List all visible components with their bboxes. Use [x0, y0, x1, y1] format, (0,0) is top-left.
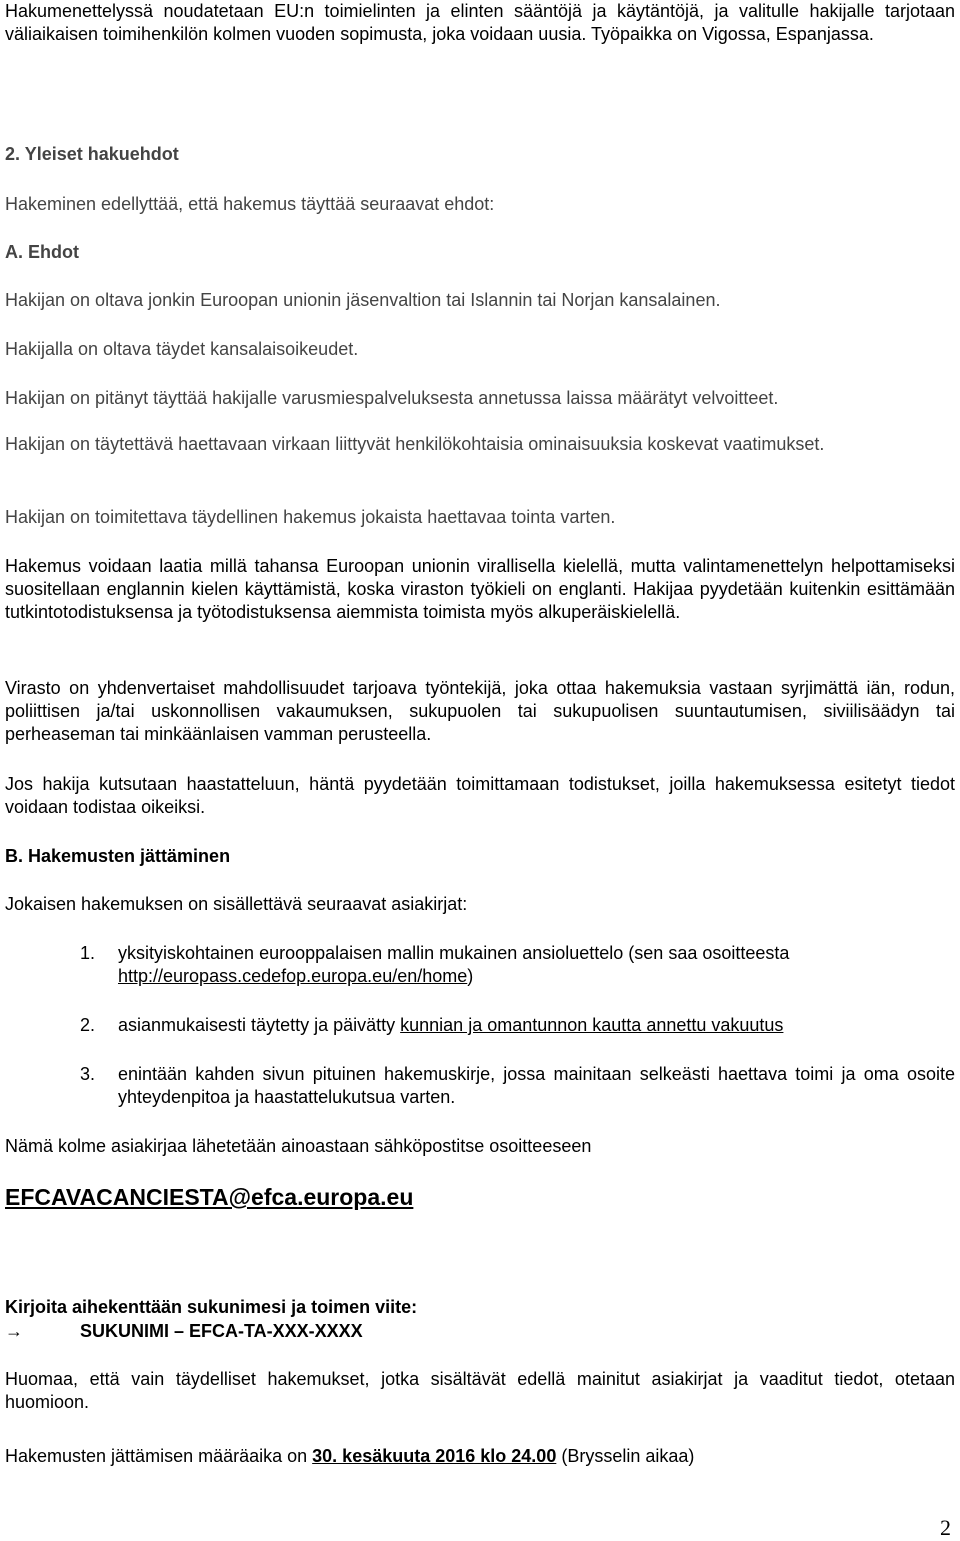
deadline-date: 30. kesäkuuta 2016 klo 24.00 — [312, 1446, 557, 1466]
list-text: enintään kahden sivun pituinen hakemuskirje, jossa mainitaan selkeästi haettava toimi ja oma osoite yhteydenpitoa ja haastattelukutsua varten. — [118, 1064, 955, 1107]
subject-value: SUKUNIMI – EFCA-TA-XXX-XXXX — [80, 1321, 363, 1341]
section-2-lead: Hakeminen edellyttää, että hakemus täyttää seuraavat ehdot: — [5, 194, 495, 214]
condition-item: Hakijan on oltava jonkin Euroopan unionin jäsenvaltion tai Islannin tai Norjan kansalainen. — [5, 290, 721, 310]
list-text: yksityiskohtainen eurooppalaisen mallin mukainen ansioluettelo (sen saa osoitteesta http://europass.cedefop.europa.eu/en/home) — [118, 943, 790, 986]
subsection-a-heading: A. Ehdot — [5, 242, 79, 262]
list-number: 1. — [80, 943, 96, 963]
list-number: 2. — [80, 1015, 96, 1035]
europass-link[interactable]: http://europass.cedefop.europa.eu/en/home — [118, 966, 468, 986]
section-2-heading: 2. Yleiset hakuehdot — [5, 144, 179, 164]
email-address-row — [5, 1183, 955, 1211]
email-link[interactable]: EFCAVACANCIESTA@efca.europa.eu — [5, 1184, 414, 1210]
deadline-line: Hakemusten jättämisen määräaika on 30. kesäkuuta 2016 klo 24.00 (Brysselin aikaa) — [5, 1446, 695, 1466]
arrow-right-icon: → — [5, 1321, 23, 1341]
list-text: asianmukaisesti täytetty ja päivätty kunnian ja omantunnon kautta annettu vakuutus — [118, 1015, 784, 1035]
intro-paragraph: Hakumenettelyssä noudatetaan EU:n toimielinten ja elinten sääntöjä ja käytäntöjä, ja valitulle hakijalle tarjotaan väliaikaisen toimihenkilön kolmen vuoden sopimusta, joka voidaan uusia. Työpaikka on Vigossa, Espanjassa. — [5, 1, 955, 44]
list-number: 3. — [80, 1064, 96, 1084]
declaration-link[interactable]: kunnian ja omantunnon kautta annettu vakuutus — [400, 1015, 784, 1035]
subsection-b-lead: Jokaisen hakemuksen on sisällettävä seuraavat asiakirjat: — [5, 894, 468, 914]
interview-paragraph: Jos hakija kutsutaan haastatteluun, häntä pyydetään toimittamaan todistukset, joilla hakemuksessa esitetyt tiedot voidaan todistaa oikeiksi. — [5, 774, 955, 817]
condition-item: Hakijalla on oltava täydet kansalaisoikeudet. — [5, 339, 359, 359]
page-number: 2 — [940, 1515, 951, 1540]
subject-line — [5, 1320, 955, 1343]
condition-item: Hakijan on pitänyt täyttää hakijalle varusmiespalveluksesta annetussa laissa määrätyt velvoitteet. — [5, 388, 779, 408]
subject-instruction: Kirjoita aihekenttään sukunimesi ja toimen viite: — [5, 1297, 418, 1317]
send-instruction: Nämä kolme asiakirjaa lähetetään ainoastaan sähköpostitse osoitteeseen — [5, 1136, 592, 1156]
equal-opportunity-paragraph: Virasto on yhdenvertaiset mahdollisuudet tarjoava työntekijä, joka ottaa hakemuksia vastaan syrjimättä iän, rodun, poliittisen ja/tai uskonnollisen vakaumuksen, sukupuolen tai sukupuolisen suuntautumisen, siviilisäädyn tai perheaseman tai minkäänlaisen vamman perusteella. — [5, 678, 955, 744]
completeness-note: Huomaa, että vain täydelliset hakemukset, jotka sisältävät edellä mainitut asiakirjat ja vaaditut tiedot, otetaan huomioon. — [5, 1369, 955, 1412]
condition-item: Hakijan on täytettävä haettavaan virkaan liittyvät henkilökohtaisia ominaisuuksia koskevat vaatimukset. — [5, 434, 825, 454]
subsection-b-heading: B. Hakemusten jättäminen — [5, 846, 231, 866]
language-paragraph: Hakemus voidaan laatia millä tahansa Euroopan unionin virallisella kielellä, mutta valintamenettelyn helpottamiseksi suositellaan englannin kielen käyttämistä, koska viraston työkieli on englanti. Hakijaa pyydetään kuitenkin esittämään tutkintotodistuksensa ja työtodistuksensa aiemmista toimista myös alkuperäiskielellä. — [5, 556, 955, 622]
condition-item: Hakijan on toimitettava täydellinen hakemus jokaista haettavaa tointa varten. — [5, 507, 616, 527]
